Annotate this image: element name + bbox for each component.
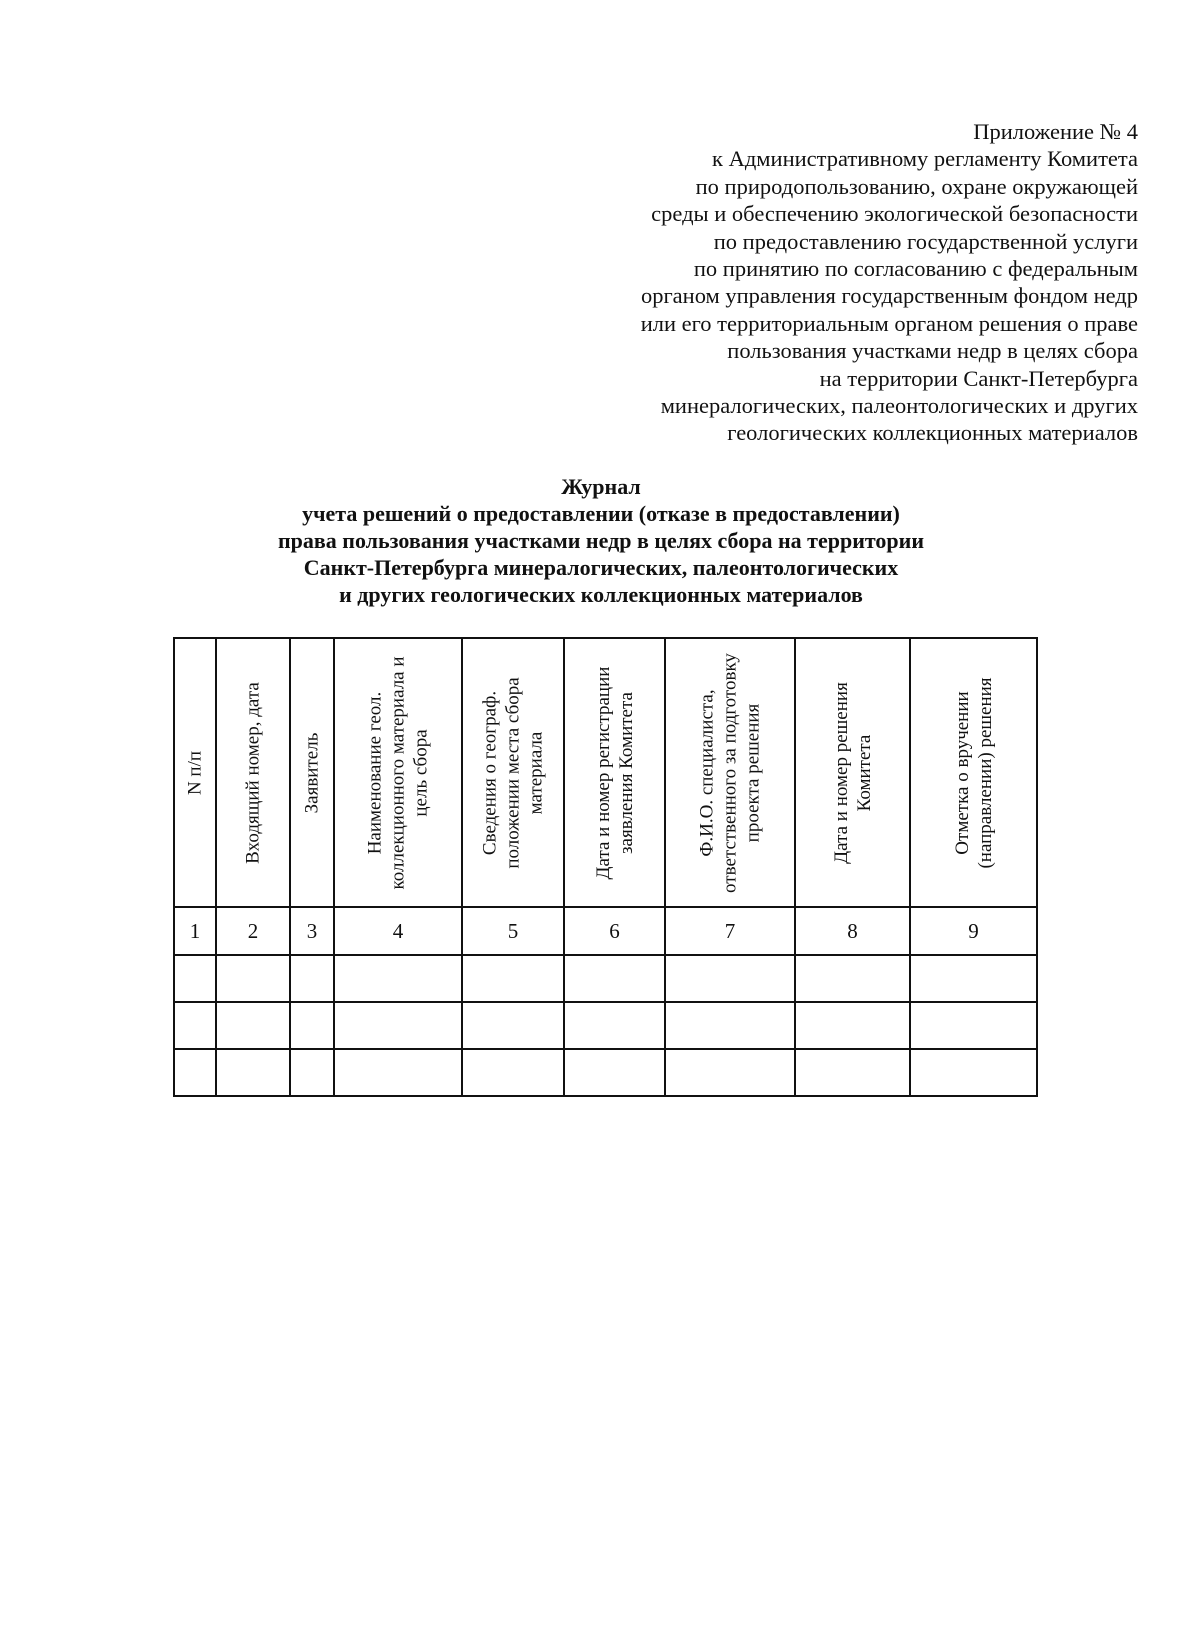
header-text: Наименование геол. коллекционного материала и цель сбора (364, 655, 432, 890)
column-number: 2 (216, 907, 290, 955)
table-cell (334, 955, 462, 1002)
table-cell (795, 1049, 910, 1096)
header-cell (795, 638, 910, 907)
header-text: Ф.И.О. специалиста, ответственного за подготовку проекта решения (696, 652, 764, 893)
appendix-line: среды и обеспечению экологической безопасности (651, 201, 1138, 227)
table-cell (216, 955, 290, 1002)
appendix-line: к Административному регламенту Комитета (712, 146, 1138, 172)
header-cell (665, 638, 795, 907)
header-cell (174, 638, 216, 907)
table-cell (174, 955, 216, 1002)
header-text: Дата и номер решения Комитета (830, 681, 875, 864)
table-row (174, 1002, 1037, 1049)
table-cell (564, 1002, 665, 1049)
appendix-line: органом управления государственным фондом недр (640, 283, 1138, 309)
table-cell (290, 1002, 334, 1049)
table-cell (462, 1049, 564, 1096)
header-cell (290, 638, 334, 907)
journal-table (173, 637, 1038, 1097)
table-cell (564, 955, 665, 1002)
table-cell (910, 1002, 1037, 1049)
header-cell (216, 638, 290, 907)
table-cell (216, 1049, 290, 1096)
column-number: 3 (290, 907, 334, 955)
column-number: 7 (665, 907, 795, 955)
header-cell (334, 638, 462, 907)
column-number: 5 (462, 907, 564, 955)
journal-title-line: учета решений о предоставлении (отказе в предоставлении) (302, 501, 900, 526)
header-text: Входящий номер, дата (242, 681, 264, 864)
column-number: 1 (174, 907, 216, 955)
table-cell (174, 1002, 216, 1049)
journal-title-line: права пользования участками недр в целях сбора на территории (278, 528, 924, 553)
journal-title (166, 473, 1036, 608)
appendix-line: или его территориальным органом решения о праве (640, 310, 1138, 336)
table-cell (910, 1049, 1037, 1096)
column-number: 6 (564, 907, 665, 955)
header-text: Заявитель (301, 732, 323, 813)
header-cell (910, 638, 1037, 907)
table-cell (795, 955, 910, 1002)
table-cell (334, 1002, 462, 1049)
table-cell (290, 955, 334, 1002)
journal-title-line: Журнал (561, 474, 641, 499)
appendix-line: пользования участками недр в целях сбора (727, 338, 1138, 364)
table-cell (290, 1049, 334, 1096)
table-cell (216, 1002, 290, 1049)
header-text: Дата и номер регистрации заявления Комитета (592, 666, 637, 879)
column-number: 4 (334, 907, 462, 955)
appendix-line: по природопользованию, охране окружающей (695, 173, 1138, 199)
table-row (174, 1049, 1037, 1096)
header-text: Отметка о вручении (направлении) решения (951, 676, 996, 869)
table-row (174, 955, 1037, 1002)
appendix-line: по предоставлению государственной услуги (713, 228, 1138, 254)
table-cell (462, 1002, 564, 1049)
table-cell (665, 1049, 795, 1096)
column-number-row (174, 907, 1037, 955)
table-cell (795, 1002, 910, 1049)
table-cell (462, 955, 564, 1002)
header-text: Сведения о географ. положении места сбора материала (479, 676, 547, 869)
header-row (174, 638, 1037, 907)
appendix-line: минералогических, палеонтологических и других (660, 393, 1138, 419)
header-text: N п/п (184, 750, 206, 795)
journal-title-line: и других геологических коллекционных материалов (339, 582, 863, 607)
table-cell (910, 955, 1037, 1002)
column-number: 8 (795, 907, 910, 955)
table-cell (174, 1049, 216, 1096)
header-cell (564, 638, 665, 907)
table-cell (665, 1002, 795, 1049)
appendix-line: на территории Санкт-Петербурга (819, 365, 1138, 391)
appendix-line: геологических коллекционных материалов (727, 420, 1138, 446)
header-cell (462, 638, 564, 907)
table-cell (334, 1049, 462, 1096)
appendix-line: Приложение № 4 (973, 119, 1138, 144)
column-number: 9 (910, 907, 1037, 955)
table-cell (564, 1049, 665, 1096)
table-cell (665, 955, 795, 1002)
journal-title-line: Санкт-Петербурга минералогических, палеонтологических (303, 555, 899, 580)
appendix-block (518, 118, 1138, 447)
appendix-line: по принятию по согласованию с федеральным (693, 256, 1138, 282)
